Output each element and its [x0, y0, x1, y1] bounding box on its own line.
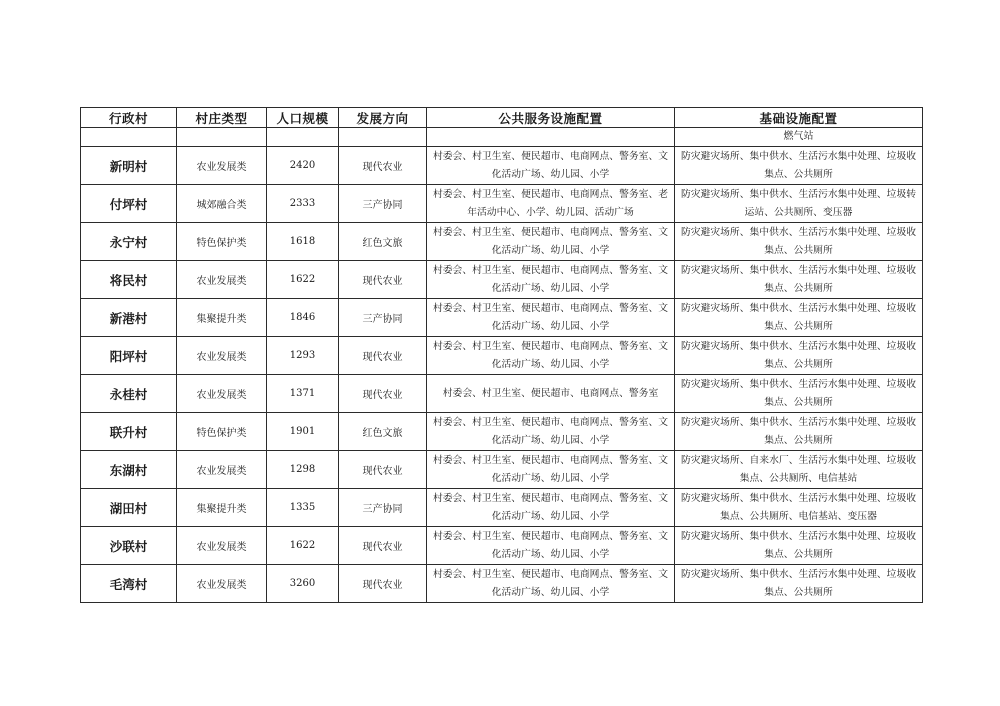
- population-cell: 1371: [267, 375, 339, 413]
- public-services-cell: 村委会、村卫生室、便民超市、电商网点、警务室: [427, 375, 675, 413]
- village-type-cell: 农业发展类: [177, 147, 267, 185]
- infrastructure-cell: 燃气站: [675, 128, 923, 147]
- direction-cell: 红色文旅: [339, 223, 427, 261]
- infrastructure-cell: 防灾避灾场所、集中供水、生活污水集中处理、垃圾收集点、公共厕所: [675, 337, 923, 375]
- public-services-cell: 村委会、村卫生室、便民超市、电商网点、警务室、文化活动广场、幼儿园、小学: [427, 337, 675, 375]
- village-type-cell: 农业发展类: [177, 565, 267, 603]
- table-row: [81, 261, 923, 299]
- table-row: [81, 337, 923, 375]
- empty-cell: [81, 128, 177, 147]
- infrastructure-cell: 防灾避灾场所、集中供水、生活污水集中处理、垃圾收集点、公共厕所: [675, 413, 923, 451]
- empty-cell: [267, 128, 339, 147]
- public-services-cell: 村委会、村卫生室、便民超市、电商网点、警务室、文化活动广场、幼儿园、小学: [427, 147, 675, 185]
- village-name-cell: 永桂村: [81, 375, 177, 413]
- table-row: [81, 185, 923, 223]
- village-type-cell: 集聚提升类: [177, 299, 267, 337]
- population-cell: 1293: [267, 337, 339, 375]
- public-services-cell: 村委会、村卫生室、便民超市、电商网点、警务室、文化活动广场、幼儿园、小学: [427, 451, 675, 489]
- direction-cell: 三产协同: [339, 185, 427, 223]
- village-type-cell: 特色保护类: [177, 413, 267, 451]
- population-cell: 2420: [267, 147, 339, 185]
- village-type-cell: 集聚提升类: [177, 489, 267, 527]
- public-services-cell: 村委会、村卫生室、便民超市、电商网点、警务室、文化活动广场、幼儿园、小学: [427, 261, 675, 299]
- population-cell: 2333: [267, 185, 339, 223]
- table-row: [81, 451, 923, 489]
- village-name-cell: 新明村: [81, 147, 177, 185]
- village-name-cell: 将民村: [81, 261, 177, 299]
- table-row: [81, 527, 923, 565]
- header-public-services: 公共服务设施配置: [427, 108, 675, 128]
- infrastructure-cell: 防灾避灾场所、集中供水、生活污水集中处理、垃圾收集点、公共厕所: [675, 299, 923, 337]
- village-name-cell: 永宁村: [81, 223, 177, 261]
- public-services-cell: 村委会、村卫生室、便民超市、电商网点、警务室、文化活动广场、幼儿园、小学: [427, 299, 675, 337]
- direction-cell: 现代农业: [339, 451, 427, 489]
- empty-cell: [177, 128, 267, 147]
- table-row: [81, 223, 923, 261]
- village-name-cell: 毛湾村: [81, 565, 177, 603]
- population-cell: 3260: [267, 565, 339, 603]
- village-type-cell: 农业发展类: [177, 527, 267, 565]
- header-infrastructure: 基础设施配置: [675, 108, 923, 128]
- empty-cell: [339, 128, 427, 147]
- table-row-continued: [81, 128, 923, 147]
- population-cell: 1846: [267, 299, 339, 337]
- village-type-cell: 城郊融合类: [177, 185, 267, 223]
- population-cell: 1618: [267, 223, 339, 261]
- public-services-cell: 村委会、村卫生室、便民超市、电商网点、警务室、文化活动广场、幼儿园、小学: [427, 527, 675, 565]
- table-row: [81, 413, 923, 451]
- infrastructure-cell: 防灾避灾场所、集中供水、生活污水集中处理、垃圾收集点、公共厕所: [675, 565, 923, 603]
- infrastructure-cell: 防灾避灾场所、集中供水、生活污水集中处理、垃圾收集点、公共厕所: [675, 223, 923, 261]
- population-cell: 1622: [267, 261, 339, 299]
- direction-cell: 现代农业: [339, 261, 427, 299]
- infrastructure-cell: 防灾避灾场所、集中供水、生活污水集中处理、垃圾收集点、公共厕所、电信基站、变压器: [675, 489, 923, 527]
- infrastructure-cell: 防灾避灾场所、集中供水、生活污水集中处理、垃圾收集点、公共厕所: [675, 527, 923, 565]
- direction-cell: 三产协同: [339, 299, 427, 337]
- public-services-cell: 村委会、村卫生室、便民超市、电商网点、警务室、文化活动广场、幼儿园、小学: [427, 223, 675, 261]
- empty-cell: [427, 128, 675, 147]
- table-row: [81, 489, 923, 527]
- direction-cell: 现代农业: [339, 147, 427, 185]
- infrastructure-cell: 防灾避灾场所、集中供水、生活污水集中处理、垃圾收集点、公共厕所: [675, 261, 923, 299]
- table-row: [81, 299, 923, 337]
- village-name-cell: 新港村: [81, 299, 177, 337]
- table-row: [81, 565, 923, 603]
- infrastructure-cell: 防灾避灾场所、集中供水、生活污水集中处理、垃圾收集点、公共厕所: [675, 147, 923, 185]
- header-direction: 发展方向: [339, 108, 427, 128]
- village-name-cell: 沙联村: [81, 527, 177, 565]
- table-header-row: [81, 108, 923, 128]
- village-name-cell: 付坪村: [81, 185, 177, 223]
- public-services-cell: 村委会、村卫生室、便民超市、电商网点、警务室、老年活动中心、小学、幼儿园、活动广场: [427, 185, 675, 223]
- population-cell: 1901: [267, 413, 339, 451]
- village-name-cell: 阳坪村: [81, 337, 177, 375]
- direction-cell: 三产协同: [339, 489, 427, 527]
- population-cell: 1335: [267, 489, 339, 527]
- village-name-cell: 联升村: [81, 413, 177, 451]
- table-row: [81, 375, 923, 413]
- header-population: 人口规模: [267, 108, 339, 128]
- direction-cell: 现代农业: [339, 337, 427, 375]
- direction-cell: 现代农业: [339, 527, 427, 565]
- village-type-cell: 农业发展类: [177, 337, 267, 375]
- population-cell: 1622: [267, 527, 339, 565]
- population-cell: 1298: [267, 451, 339, 489]
- village-type-cell: 农业发展类: [177, 375, 267, 413]
- table-row: [81, 147, 923, 185]
- header-type: 村庄类型: [177, 108, 267, 128]
- header-village: 行政村: [81, 108, 177, 128]
- direction-cell: 现代农业: [339, 375, 427, 413]
- village-name-cell: 湖田村: [81, 489, 177, 527]
- direction-cell: 红色文旅: [339, 413, 427, 451]
- infrastructure-cell: 防灾避灾场所、自来水厂、生活污水集中处理、垃圾收集点、公共厕所、电信基站: [675, 451, 923, 489]
- village-facility-table: [80, 107, 923, 603]
- infrastructure-cell: 防灾避灾场所、集中供水、生活污水集中处理、垃圾转运站、公共厕所、变压器: [675, 185, 923, 223]
- public-services-cell: 村委会、村卫生室、便民超市、电商网点、警务室、文化活动广场、幼儿园、小学: [427, 489, 675, 527]
- village-type-cell: 农业发展类: [177, 261, 267, 299]
- infrastructure-cell: 防灾避灾场所、集中供水、生活污水集中处理、垃圾收集点、公共厕所: [675, 375, 923, 413]
- village-name-cell: 东湖村: [81, 451, 177, 489]
- direction-cell: 现代农业: [339, 565, 427, 603]
- public-services-cell: 村委会、村卫生室、便民超市、电商网点、警务室、文化活动广场、幼儿园、小学: [427, 565, 675, 603]
- public-services-cell: 村委会、村卫生室、便民超市、电商网点、警务室、文化活动广场、幼儿园、小学: [427, 413, 675, 451]
- village-type-cell: 特色保护类: [177, 223, 267, 261]
- village-type-cell: 农业发展类: [177, 451, 267, 489]
